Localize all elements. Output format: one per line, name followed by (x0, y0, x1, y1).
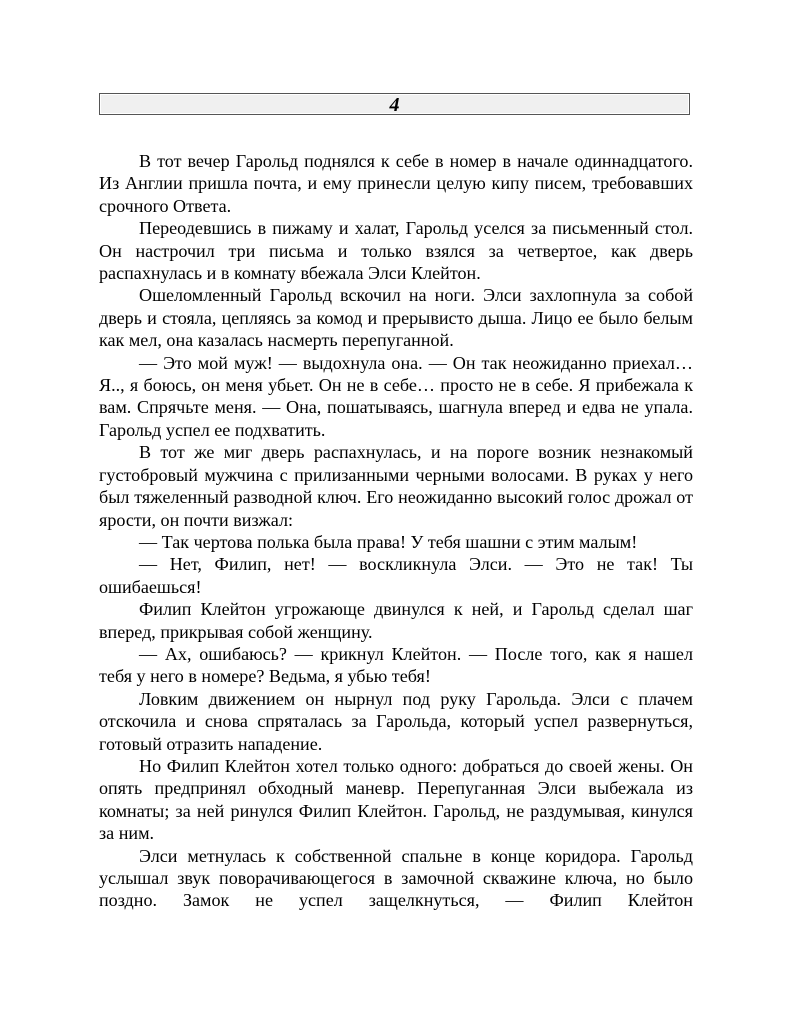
paragraph: Ошеломленный Гарольд вскочил на ноги. Элси захлопнула за собой дверь и стояла, цепляясь за комод и прерывисто дыша. Лицо ее было белым как мел, она казалась насмерть перепуганной. (99, 285, 693, 351)
paragraph: Филип Клейтон угрожающе двинулся к ней, и Гарольд сделал шаг вперед, прикрывая собой женщину. (99, 599, 693, 642)
paragraph: Ловким движением он нырнул под руку Гарольда. Элси с плачем отскочила и снова спряталась за Гарольда, который успел развернуться, готовый отразить нападение. (99, 688, 693, 754)
paragraph: — Ах, ошибаюсь? — крикнул Клейтон. — После того, как я нашел тебя у него в номере? Ведьма, я убью тебя! (99, 643, 693, 687)
paragraph: — Нет, Филип, нет! — воскликнула Элси. — Это не так! Ты ошибаешься! (99, 554, 693, 597)
paragraph: Но Филип Клейтон хотел только одного: добраться до своей жены. Он опять предпринял обходный маневр. Перепуганная Элси выбежала из комнаты; за ней ринулся Филип Клейтон. Гарольд, не раздумывая, кинулся за ним. (99, 755, 693, 844)
body-text (99, 150, 693, 912)
paragraph: — Это мой муж! — выдохнула она. — Он так неожиданно приехал… Я.., я боюсь, он меня убьет. Он не в себе… просто не в себе. Я прибежала к вам. Спрячьте меня. — Она, пошатываясь, шагнула вперед и едва не упала. Гарольд успел ее подхватить. (99, 352, 693, 440)
paragraph: В тот вечер Гарольд поднялся к себе в номер в начале одиннадцатого. Из Англии пришла почта, и ему принесли целую кипу писем, требовавших срочного Ответа. (99, 151, 693, 216)
paragraph: Элси метнулась к собственной спальне в конце коридора. Гарольд услышал звук поворачивающегося в замочной скважине ключа, но было поздно. Замок не успел защелкнуться, — Филип Клейтон (99, 845, 693, 911)
paragraph: В тот же миг дверь распахнулась, и на пороге возник незнакомый густобровый мужчина с прилизанными черными волосами. В руках у него был тяжеленный разводной ключ. Его неожиданно высокий голос дрожал от ярости, он почти визжал: (99, 442, 693, 530)
paragraph: — Так чертова полька была права! У тебя шашни с этим малым! (139, 531, 638, 552)
chapter-header-box (99, 93, 690, 115)
paragraph: Переодевшись в пижаму и халат, Гарольд уселся за письменный стол. Он настрочил три письма и только взялся за четвертое, как дверь распахнулась и в комнату вбежала Элси Клейтон. (99, 218, 693, 284)
chapter-number: 4 (389, 94, 400, 116)
